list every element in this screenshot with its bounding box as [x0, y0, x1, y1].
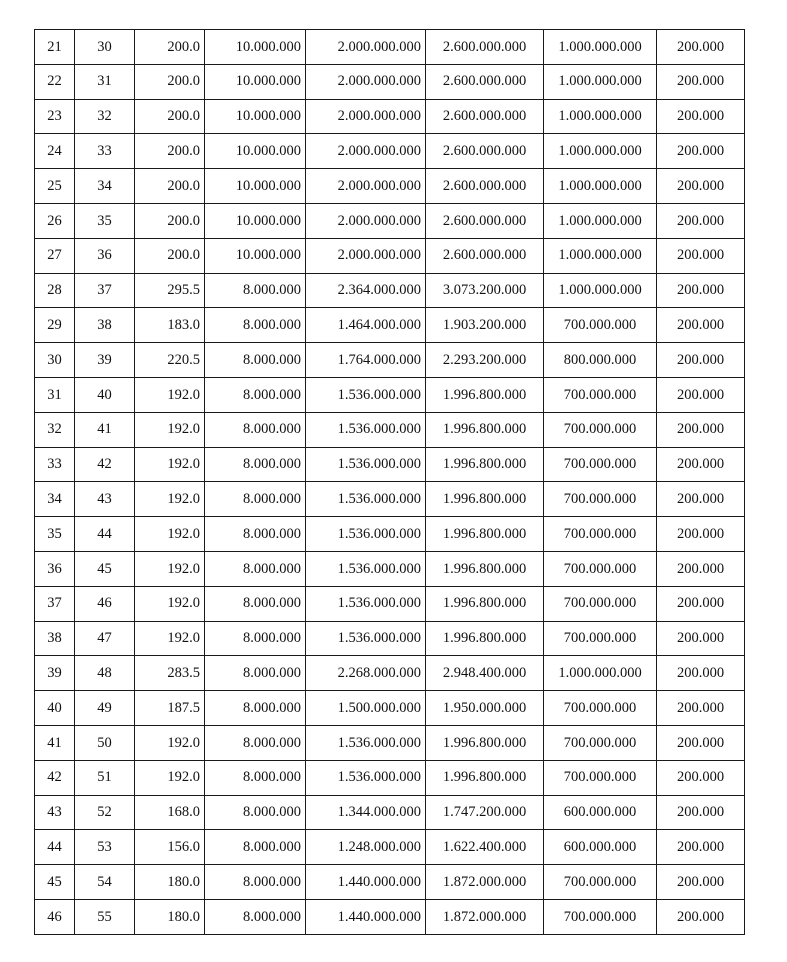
unit-price-cell: 8.000.000	[205, 586, 306, 621]
unit-price-cell: 10.000.000	[205, 30, 306, 65]
table-row	[35, 169, 745, 204]
fee-cell: 200.000	[657, 169, 745, 204]
unit-price-cell: 8.000.000	[205, 691, 306, 726]
total-price-cell: 2.364.000.000	[306, 273, 426, 308]
deposit-cell: 700.000.000	[544, 621, 657, 656]
deposit-cell: 800.000.000	[544, 343, 657, 378]
area-cell: 180.0	[135, 899, 205, 934]
unit-price-cell: 8.000.000	[205, 656, 306, 691]
fee-cell: 200.000	[657, 30, 745, 65]
table-row	[35, 99, 745, 134]
table-row	[35, 30, 745, 65]
row-number-cell: 37	[35, 586, 75, 621]
fee-cell: 200.000	[657, 551, 745, 586]
row-number-cell: 33	[35, 447, 75, 482]
area-cell: 200.0	[135, 203, 205, 238]
row-number-cell: 23	[35, 99, 75, 134]
deposit-cell: 600.000.000	[544, 830, 657, 865]
deposit-cell: 700.000.000	[544, 551, 657, 586]
table-row	[35, 865, 745, 900]
fee-cell: 200.000	[657, 517, 745, 552]
total-price-cell: 2.000.000.000	[306, 99, 426, 134]
unit-price-cell: 10.000.000	[205, 99, 306, 134]
deposit-cell: 700.000.000	[544, 586, 657, 621]
table-row	[35, 725, 745, 760]
area-cell: 183.0	[135, 308, 205, 343]
deposit-cell: 700.000.000	[544, 865, 657, 900]
area-cell: 192.0	[135, 586, 205, 621]
row-number-cell: 25	[35, 169, 75, 204]
table-row	[35, 308, 745, 343]
unit-price-cell: 10.000.000	[205, 169, 306, 204]
total-price-cell: 1.344.000.000	[306, 795, 426, 830]
deposit-cell: 700.000.000	[544, 760, 657, 795]
table-row	[35, 412, 745, 447]
fee-cell: 200.000	[657, 865, 745, 900]
lot-code-cell: 36	[75, 238, 135, 273]
total-price-2-cell: 1.996.800.000	[426, 586, 544, 621]
area-cell: 192.0	[135, 621, 205, 656]
area-cell: 187.5	[135, 691, 205, 726]
total-price-2-cell: 1.996.800.000	[426, 447, 544, 482]
lot-code-cell: 32	[75, 99, 135, 134]
area-cell: 192.0	[135, 482, 205, 517]
area-cell: 192.0	[135, 377, 205, 412]
lot-code-cell: 35	[75, 203, 135, 238]
deposit-cell: 600.000.000	[544, 795, 657, 830]
total-price-2-cell: 1.903.200.000	[426, 308, 544, 343]
deposit-cell: 700.000.000	[544, 377, 657, 412]
deposit-cell: 1.000.000.000	[544, 99, 657, 134]
area-cell: 200.0	[135, 99, 205, 134]
table-row	[35, 586, 745, 621]
unit-price-cell: 8.000.000	[205, 482, 306, 517]
total-price-cell: 2.000.000.000	[306, 64, 426, 99]
fee-cell: 200.000	[657, 308, 745, 343]
table-row	[35, 64, 745, 99]
total-price-cell: 1.536.000.000	[306, 482, 426, 517]
unit-price-cell: 8.000.000	[205, 865, 306, 900]
area-cell: 200.0	[135, 64, 205, 99]
total-price-2-cell: 1.996.800.000	[426, 482, 544, 517]
fee-cell: 200.000	[657, 447, 745, 482]
area-cell: 200.0	[135, 169, 205, 204]
fee-cell: 200.000	[657, 343, 745, 378]
total-price-cell: 2.000.000.000	[306, 169, 426, 204]
total-price-2-cell: 1.872.000.000	[426, 865, 544, 900]
row-number-cell: 28	[35, 273, 75, 308]
table-row	[35, 795, 745, 830]
table-row	[35, 551, 745, 586]
lot-code-cell: 55	[75, 899, 135, 934]
table-row	[35, 134, 745, 169]
data-table	[34, 29, 745, 935]
fee-cell: 200.000	[657, 760, 745, 795]
table-row	[35, 691, 745, 726]
deposit-cell: 700.000.000	[544, 691, 657, 726]
row-number-cell: 40	[35, 691, 75, 726]
area-cell: 220.5	[135, 343, 205, 378]
area-cell: 283.5	[135, 656, 205, 691]
lot-code-cell: 30	[75, 30, 135, 65]
total-price-2-cell: 2.600.000.000	[426, 203, 544, 238]
unit-price-cell: 8.000.000	[205, 551, 306, 586]
total-price-2-cell: 1.996.800.000	[426, 621, 544, 656]
deposit-cell: 1.000.000.000	[544, 64, 657, 99]
area-cell: 192.0	[135, 447, 205, 482]
lot-code-cell: 39	[75, 343, 135, 378]
fee-cell: 200.000	[657, 795, 745, 830]
total-price-cell: 1.536.000.000	[306, 760, 426, 795]
row-number-cell: 46	[35, 899, 75, 934]
deposit-cell: 1.000.000.000	[544, 134, 657, 169]
lot-code-cell: 33	[75, 134, 135, 169]
table-row	[35, 656, 745, 691]
row-number-cell: 36	[35, 551, 75, 586]
area-cell: 200.0	[135, 30, 205, 65]
unit-price-cell: 8.000.000	[205, 343, 306, 378]
table-row	[35, 238, 745, 273]
total-price-2-cell: 2.948.400.000	[426, 656, 544, 691]
total-price-cell: 1.536.000.000	[306, 447, 426, 482]
area-cell: 192.0	[135, 551, 205, 586]
total-price-cell: 1.536.000.000	[306, 586, 426, 621]
total-price-2-cell: 2.293.200.000	[426, 343, 544, 378]
row-number-cell: 24	[35, 134, 75, 169]
fee-cell: 200.000	[657, 412, 745, 447]
lot-code-cell: 37	[75, 273, 135, 308]
fee-cell: 200.000	[657, 377, 745, 412]
total-price-cell: 1.440.000.000	[306, 899, 426, 934]
deposit-cell: 700.000.000	[544, 517, 657, 552]
table-row	[35, 447, 745, 482]
total-price-2-cell: 1.622.400.000	[426, 830, 544, 865]
row-number-cell: 26	[35, 203, 75, 238]
lot-code-cell: 51	[75, 760, 135, 795]
fee-cell: 200.000	[657, 586, 745, 621]
total-price-2-cell: 1.747.200.000	[426, 795, 544, 830]
row-number-cell: 22	[35, 64, 75, 99]
table-row	[35, 203, 745, 238]
unit-price-cell: 8.000.000	[205, 412, 306, 447]
deposit-cell: 700.000.000	[544, 308, 657, 343]
row-number-cell: 43	[35, 795, 75, 830]
total-price-cell: 2.268.000.000	[306, 656, 426, 691]
unit-price-cell: 10.000.000	[205, 134, 306, 169]
row-number-cell: 31	[35, 377, 75, 412]
row-number-cell: 44	[35, 830, 75, 865]
total-price-cell: 1.500.000.000	[306, 691, 426, 726]
lot-code-cell: 47	[75, 621, 135, 656]
lot-code-cell: 42	[75, 447, 135, 482]
deposit-cell: 700.000.000	[544, 899, 657, 934]
lot-code-cell: 48	[75, 656, 135, 691]
area-cell: 295.5	[135, 273, 205, 308]
lot-code-cell: 38	[75, 308, 135, 343]
table-row	[35, 482, 745, 517]
fee-cell: 200.000	[657, 273, 745, 308]
row-number-cell: 34	[35, 482, 75, 517]
unit-price-cell: 8.000.000	[205, 517, 306, 552]
area-cell: 192.0	[135, 517, 205, 552]
total-price-2-cell: 2.600.000.000	[426, 99, 544, 134]
total-price-2-cell: 2.600.000.000	[426, 238, 544, 273]
total-price-cell: 1.248.000.000	[306, 830, 426, 865]
row-number-cell: 30	[35, 343, 75, 378]
deposit-cell: 700.000.000	[544, 725, 657, 760]
deposit-cell: 1.000.000.000	[544, 273, 657, 308]
unit-price-cell: 8.000.000	[205, 760, 306, 795]
total-price-2-cell: 1.996.800.000	[426, 517, 544, 552]
fee-cell: 200.000	[657, 64, 745, 99]
total-price-cell: 1.440.000.000	[306, 865, 426, 900]
fee-cell: 200.000	[657, 238, 745, 273]
deposit-cell: 1.000.000.000	[544, 30, 657, 65]
table-row	[35, 760, 745, 795]
total-price-2-cell: 1.996.800.000	[426, 377, 544, 412]
total-price-2-cell: 2.600.000.000	[426, 30, 544, 65]
area-cell: 168.0	[135, 795, 205, 830]
lot-code-cell: 31	[75, 64, 135, 99]
area-cell: 192.0	[135, 412, 205, 447]
fee-cell: 200.000	[657, 725, 745, 760]
total-price-cell: 1.536.000.000	[306, 517, 426, 552]
total-price-cell: 1.536.000.000	[306, 621, 426, 656]
table-body	[35, 30, 745, 935]
table-row	[35, 899, 745, 934]
deposit-cell: 700.000.000	[544, 447, 657, 482]
area-cell: 200.0	[135, 238, 205, 273]
lot-code-cell: 43	[75, 482, 135, 517]
lot-code-cell: 40	[75, 377, 135, 412]
row-number-cell: 41	[35, 725, 75, 760]
fee-cell: 200.000	[657, 830, 745, 865]
table-row	[35, 830, 745, 865]
total-price-cell: 1.764.000.000	[306, 343, 426, 378]
lot-code-cell: 49	[75, 691, 135, 726]
area-cell: 180.0	[135, 865, 205, 900]
total-price-2-cell: 2.600.000.000	[426, 134, 544, 169]
area-cell: 156.0	[135, 830, 205, 865]
unit-price-cell: 10.000.000	[205, 203, 306, 238]
total-price-2-cell: 3.073.200.000	[426, 273, 544, 308]
table-row	[35, 517, 745, 552]
total-price-cell: 2.000.000.000	[306, 30, 426, 65]
lot-code-cell: 52	[75, 795, 135, 830]
total-price-cell: 2.000.000.000	[306, 238, 426, 273]
lot-code-cell: 44	[75, 517, 135, 552]
unit-price-cell: 8.000.000	[205, 447, 306, 482]
row-number-cell: 38	[35, 621, 75, 656]
table-row	[35, 377, 745, 412]
table-row	[35, 621, 745, 656]
lot-code-cell: 46	[75, 586, 135, 621]
fee-cell: 200.000	[657, 99, 745, 134]
table-row	[35, 273, 745, 308]
unit-price-cell: 8.000.000	[205, 830, 306, 865]
total-price-2-cell: 2.600.000.000	[426, 64, 544, 99]
lot-code-cell: 41	[75, 412, 135, 447]
deposit-cell: 700.000.000	[544, 482, 657, 517]
total-price-2-cell: 1.996.800.000	[426, 412, 544, 447]
row-number-cell: 45	[35, 865, 75, 900]
total-price-cell: 2.000.000.000	[306, 203, 426, 238]
row-number-cell: 27	[35, 238, 75, 273]
total-price-2-cell: 1.996.800.000	[426, 551, 544, 586]
total-price-2-cell: 1.872.000.000	[426, 899, 544, 934]
deposit-cell: 1.000.000.000	[544, 169, 657, 204]
area-cell: 192.0	[135, 725, 205, 760]
total-price-cell: 2.000.000.000	[306, 134, 426, 169]
total-price-2-cell: 1.996.800.000	[426, 725, 544, 760]
total-price-2-cell: 2.600.000.000	[426, 169, 544, 204]
total-price-cell: 1.536.000.000	[306, 377, 426, 412]
row-number-cell: 29	[35, 308, 75, 343]
total-price-cell: 1.536.000.000	[306, 551, 426, 586]
total-price-cell: 1.536.000.000	[306, 412, 426, 447]
unit-price-cell: 8.000.000	[205, 621, 306, 656]
row-number-cell: 35	[35, 517, 75, 552]
fee-cell: 200.000	[657, 482, 745, 517]
unit-price-cell: 10.000.000	[205, 64, 306, 99]
unit-price-cell: 8.000.000	[205, 795, 306, 830]
row-number-cell: 42	[35, 760, 75, 795]
unit-price-cell: 8.000.000	[205, 308, 306, 343]
unit-price-cell: 8.000.000	[205, 273, 306, 308]
fee-cell: 200.000	[657, 899, 745, 934]
table-row	[35, 343, 745, 378]
fee-cell: 200.000	[657, 621, 745, 656]
deposit-cell: 1.000.000.000	[544, 238, 657, 273]
lot-code-cell: 45	[75, 551, 135, 586]
unit-price-cell: 8.000.000	[205, 725, 306, 760]
unit-price-cell: 8.000.000	[205, 899, 306, 934]
deposit-cell: 700.000.000	[544, 412, 657, 447]
fee-cell: 200.000	[657, 691, 745, 726]
deposit-cell: 1.000.000.000	[544, 203, 657, 238]
fee-cell: 200.000	[657, 203, 745, 238]
row-number-cell: 21	[35, 30, 75, 65]
lot-code-cell: 53	[75, 830, 135, 865]
total-price-2-cell: 1.950.000.000	[426, 691, 544, 726]
unit-price-cell: 10.000.000	[205, 238, 306, 273]
lot-code-cell: 34	[75, 169, 135, 204]
total-price-cell: 1.536.000.000	[306, 725, 426, 760]
fee-cell: 200.000	[657, 656, 745, 691]
row-number-cell: 32	[35, 412, 75, 447]
deposit-cell: 1.000.000.000	[544, 656, 657, 691]
total-price-cell: 1.464.000.000	[306, 308, 426, 343]
lot-code-cell: 50	[75, 725, 135, 760]
area-cell: 192.0	[135, 760, 205, 795]
row-number-cell: 39	[35, 656, 75, 691]
unit-price-cell: 8.000.000	[205, 377, 306, 412]
area-cell: 200.0	[135, 134, 205, 169]
fee-cell: 200.000	[657, 134, 745, 169]
lot-code-cell: 54	[75, 865, 135, 900]
total-price-2-cell: 1.996.800.000	[426, 760, 544, 795]
